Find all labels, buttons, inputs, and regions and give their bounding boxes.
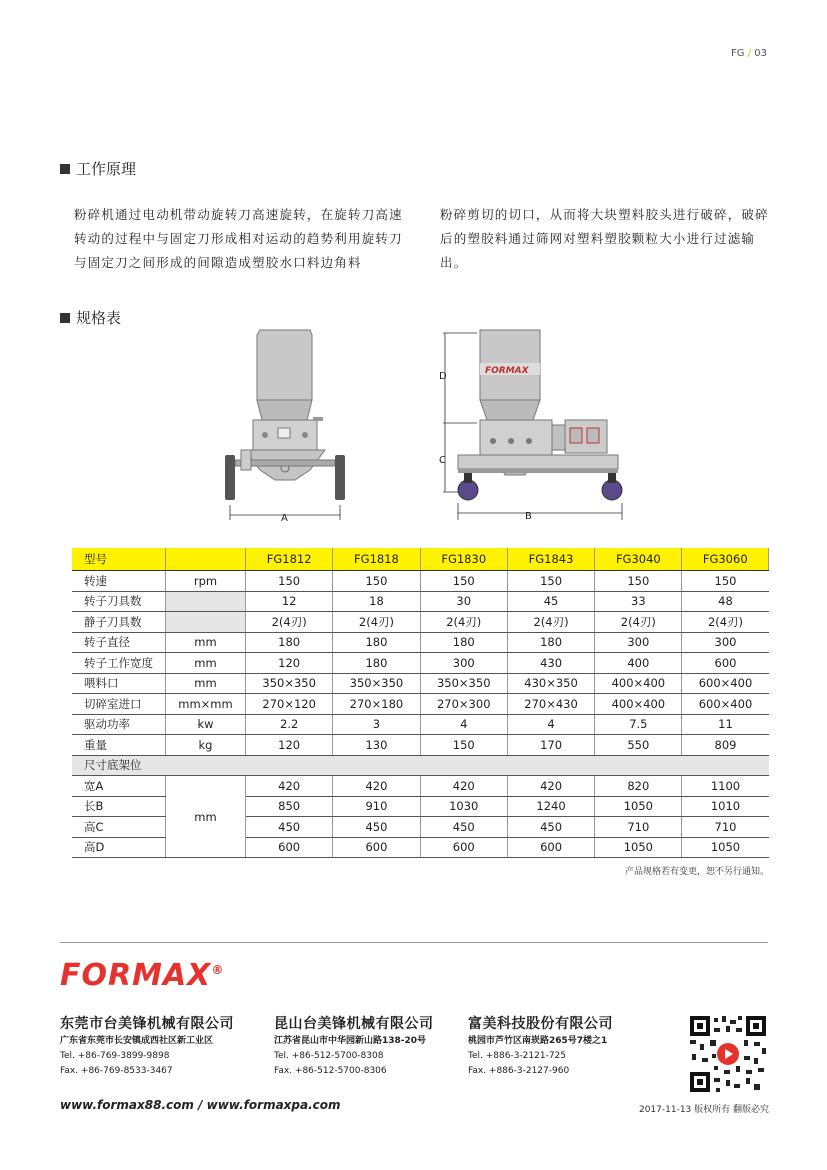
cell: 600 xyxy=(246,837,333,858)
table-row xyxy=(72,653,769,674)
header-model: FG3060 xyxy=(682,548,769,571)
cell: 150 xyxy=(246,571,333,592)
cell: 180 xyxy=(333,632,420,653)
spec-table xyxy=(72,548,769,858)
row-name: 切碎室进口 xyxy=(72,694,166,715)
cell: 12 xyxy=(246,591,333,612)
table-header-row xyxy=(72,548,769,571)
cell: 120 xyxy=(246,735,333,756)
cell: 350×350 xyxy=(333,673,420,694)
cell: 1050 xyxy=(682,837,769,858)
cell: 1050 xyxy=(595,837,682,858)
company-kunshan xyxy=(274,1014,434,1079)
cell: 180 xyxy=(333,653,420,674)
table-row xyxy=(72,632,769,653)
section-working-principle xyxy=(60,158,136,179)
footer-divider xyxy=(60,942,768,943)
row-name: 转子直径 xyxy=(72,632,166,653)
section-spec xyxy=(60,307,121,328)
dim-label-b: B xyxy=(525,511,532,522)
row-unit xyxy=(166,612,246,633)
row-name: 转速 xyxy=(72,571,166,592)
cell: 400×400 xyxy=(595,673,682,694)
cell: 3 xyxy=(333,714,420,735)
row-name: 高C xyxy=(72,817,166,838)
company-name: 东莞市台美锋机械有限公司 xyxy=(60,1016,234,1032)
dimension-title-row xyxy=(72,755,769,776)
cell: 420 xyxy=(507,776,594,797)
copyright-date: 2017-11-13 版权所有 翻版必究 xyxy=(638,1105,769,1115)
row-name: 转子工作宽度 xyxy=(72,653,166,674)
company-dongguan xyxy=(60,1014,234,1079)
header-model: FG1818 xyxy=(333,548,420,571)
row-unit: kg xyxy=(166,735,246,756)
cell: 7.5 xyxy=(595,714,682,735)
section-square-icon xyxy=(60,164,70,174)
cell: 2(4刃) xyxy=(420,612,507,633)
row-unit xyxy=(166,591,246,612)
machine-brand: FORMAX xyxy=(485,366,529,376)
cell: 180 xyxy=(420,632,507,653)
table-row xyxy=(72,694,769,715)
cell: 1050 xyxy=(595,796,682,817)
row-unit: rpm xyxy=(166,571,246,592)
header-model: FG1812 xyxy=(246,548,333,571)
cell: 600 xyxy=(420,837,507,858)
cell: 300 xyxy=(420,653,507,674)
row-name: 转子刀具数 xyxy=(72,591,166,612)
cell: 400 xyxy=(595,653,682,674)
cell: 809 xyxy=(682,735,769,756)
row-unit: mm xyxy=(166,653,246,674)
cell: 420 xyxy=(420,776,507,797)
dim-label-a: A xyxy=(281,513,288,524)
company-fumei xyxy=(468,1014,613,1079)
cell: 600 xyxy=(682,653,769,674)
cell: 850 xyxy=(246,796,333,817)
row-unit: mm xyxy=(166,632,246,653)
cell: 600×400 xyxy=(682,673,769,694)
table-row xyxy=(72,673,769,694)
header-model: FG3040 xyxy=(595,548,682,571)
cell: 4 xyxy=(507,714,594,735)
side-view xyxy=(439,330,622,522)
machine-diagram xyxy=(215,325,665,525)
cell: 1030 xyxy=(420,796,507,817)
cell: 150 xyxy=(420,571,507,592)
company-fax: Fax. +886-3-2127-960 xyxy=(468,1066,570,1076)
table-row xyxy=(72,735,769,756)
row-name: 重量 xyxy=(72,735,166,756)
company-fax: Fax. +86-769-8533-3467 xyxy=(60,1066,173,1076)
cell: 48 xyxy=(682,591,769,612)
page-number: FG / 03 xyxy=(731,48,767,59)
cell: 4 xyxy=(420,714,507,735)
cell: 820 xyxy=(595,776,682,797)
cell: 270×430 xyxy=(507,694,594,715)
cell: 350×350 xyxy=(246,673,333,694)
cell: 270×300 xyxy=(420,694,507,715)
cell: 45 xyxy=(507,591,594,612)
cell: 2(4刃) xyxy=(507,612,594,633)
website-link[interactable]: www.formax88.com / www.formaxpa.com xyxy=(60,1098,341,1112)
cell: 2(4刃) xyxy=(682,612,769,633)
logo-text: FORMAX xyxy=(60,958,212,993)
cell: 18 xyxy=(333,591,420,612)
row-name: 静子刀具数 xyxy=(72,612,166,633)
cell: 550 xyxy=(595,735,682,756)
cell: 350×350 xyxy=(420,673,507,694)
section-title: 规格表 xyxy=(76,309,122,327)
cell: 30 xyxy=(420,591,507,612)
cell: 150 xyxy=(595,571,682,592)
header-model: FG1830 xyxy=(420,548,507,571)
cell: 170 xyxy=(507,735,594,756)
company-address: 江苏省昆山市中华园新山路138-20号 xyxy=(274,1036,427,1046)
table-row xyxy=(72,571,769,592)
company-address: 广东省东莞市长安镇成西社区新工业区 xyxy=(60,1036,214,1046)
table-row xyxy=(72,612,769,633)
cell: 450 xyxy=(420,817,507,838)
company-fax: Fax. +86-512-5700-8306 xyxy=(274,1066,387,1076)
dim-label-d: D xyxy=(439,371,447,382)
header-unit xyxy=(166,548,246,571)
cell: 710 xyxy=(682,817,769,838)
row-name: 高D xyxy=(72,837,166,858)
header-name: 型号 xyxy=(72,548,166,571)
qr-code-icon xyxy=(688,1014,768,1094)
section-square-icon xyxy=(60,313,70,323)
cell: 120 xyxy=(246,653,333,674)
cell: 1010 xyxy=(682,796,769,817)
cell: 2.2 xyxy=(246,714,333,735)
cell: 270×120 xyxy=(246,694,333,715)
table-row xyxy=(72,591,769,612)
company-name: 富美科技股份有限公司 xyxy=(468,1016,613,1032)
formax-logo xyxy=(60,958,224,993)
row-unit: kw xyxy=(166,714,246,735)
cell: 150 xyxy=(420,735,507,756)
company-address: 桃园市芦竹区南崁路265号7楼之1 xyxy=(468,1036,608,1046)
intro-right: 粉碎剪切的切口，从而将大块塑料胶头进行破碎，破碎后的塑胶料通过筛网对塑料塑胶颗粒大小进行过滤输出。 xyxy=(440,207,769,270)
company-tel: Tel. +86-769-3899-9898 xyxy=(60,1051,170,1061)
front-view xyxy=(225,330,345,524)
row-name: 喂料口 xyxy=(72,673,166,694)
dimension-title: 尺寸底架位 xyxy=(72,755,769,776)
cell: 910 xyxy=(333,796,420,817)
cell: 33 xyxy=(595,591,682,612)
cell: 130 xyxy=(333,735,420,756)
cell: 710 xyxy=(595,817,682,838)
cell: 180 xyxy=(507,632,594,653)
company-tel: Tel. +886-3-2121-725 xyxy=(468,1051,566,1061)
table-row xyxy=(72,714,769,735)
dimension-unit: mm xyxy=(166,776,246,858)
cell: 2(4刃) xyxy=(246,612,333,633)
section-title: 工作原理 xyxy=(76,160,137,178)
cell: 400×400 xyxy=(595,694,682,715)
cell: 270×180 xyxy=(333,694,420,715)
cell: 150 xyxy=(682,571,769,592)
dim-label-c: C xyxy=(439,455,446,466)
cell: 420 xyxy=(246,776,333,797)
header-model: FG1843 xyxy=(507,548,594,571)
table-row xyxy=(72,776,769,797)
cell: 150 xyxy=(507,571,594,592)
cell: 2(4刃) xyxy=(333,612,420,633)
cell: 11 xyxy=(682,714,769,735)
spec-note: 产品规格若有变更，恕不另行通知。 xyxy=(624,867,769,877)
cell: 420 xyxy=(333,776,420,797)
cell: 430×350 xyxy=(507,673,594,694)
intro-left: 粉碎机通过电动机带动旋转刀高速旋转，在旋转刀高速转动的过程中与固定刀形成相对运动的趋势利用旋转刀与固定刀之间形成的间隙造成塑胶水口料边角料 xyxy=(74,207,403,270)
cell: 1100 xyxy=(682,776,769,797)
row-name: 宽A xyxy=(72,776,166,797)
logo-reg: ® xyxy=(211,963,225,977)
cell: 600×400 xyxy=(682,694,769,715)
row-name: 驱动功率 xyxy=(72,714,166,735)
company-tel: Tel. +86-512-5700-8308 xyxy=(274,1051,384,1061)
cell: 1240 xyxy=(507,796,594,817)
cell: 180 xyxy=(246,632,333,653)
company-name: 昆山台美锋机械有限公司 xyxy=(274,1016,434,1032)
cell: 2(4刃) xyxy=(595,612,682,633)
row-unit: mm×mm xyxy=(166,694,246,715)
cell: 450 xyxy=(507,817,594,838)
cell: 150 xyxy=(333,571,420,592)
cell: 430 xyxy=(507,653,594,674)
cell: 450 xyxy=(246,817,333,838)
cell: 300 xyxy=(682,632,769,653)
cell: 600 xyxy=(507,837,594,858)
cell: 300 xyxy=(595,632,682,653)
cell: 600 xyxy=(333,837,420,858)
cell: 450 xyxy=(333,817,420,838)
row-unit: mm xyxy=(166,673,246,694)
row-name: 长B xyxy=(72,796,166,817)
